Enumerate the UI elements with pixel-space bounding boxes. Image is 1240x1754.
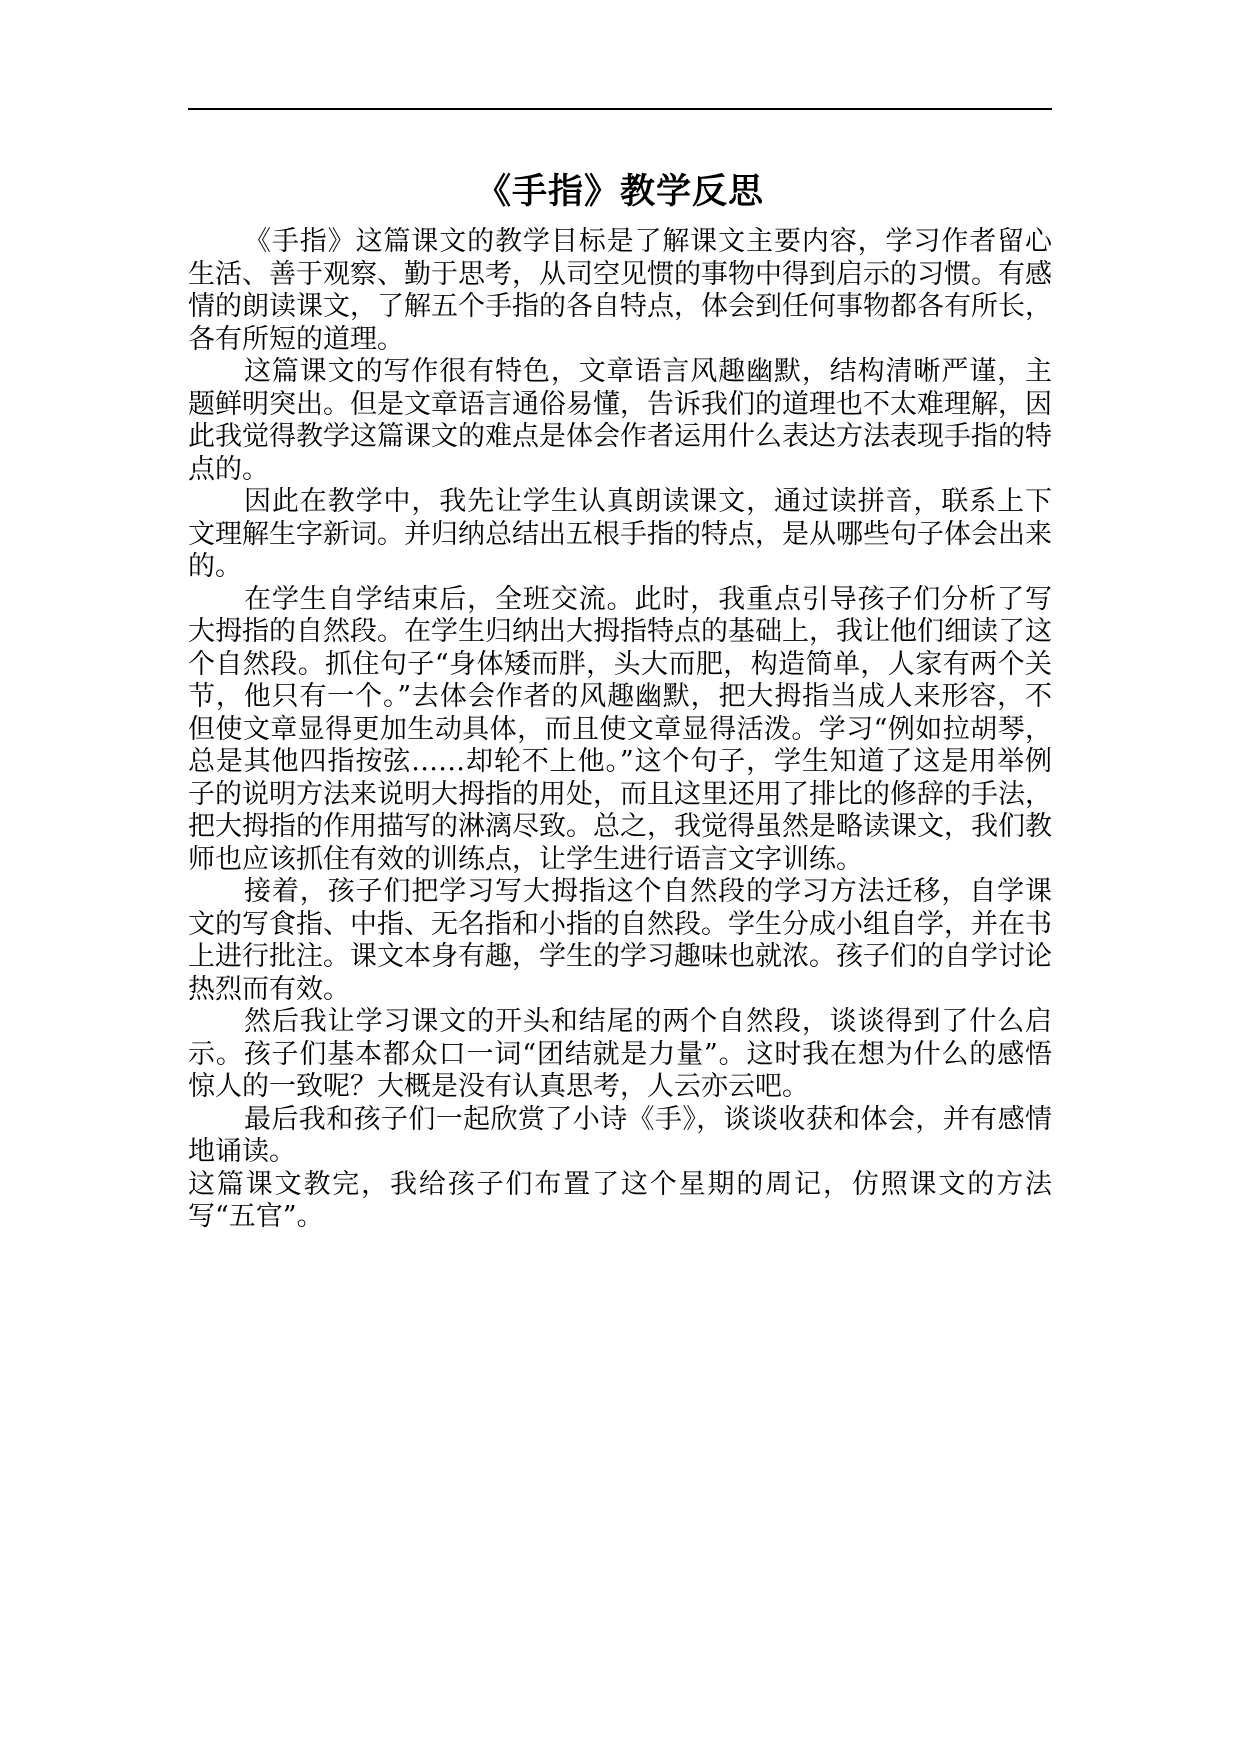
paragraph-1: 《手指》这篇课文的教学目标是了解课文主要内容，学习作者留心生活、善于观察、勤于思考，从司空见惯的事物中得到启示的习惯。有感情的朗读课文，了解五个手指的各自特点，体会到任何事物都各有所长，各有所短的道理。 — [188, 226, 1052, 355]
document-title: 《手指》教学反思 — [475, 171, 764, 212]
paragraph-7: 最后我和孩子们一起欣赏了小诗《手》，谈谈收获和体会，并有感情地诵读。 — [188, 1103, 1052, 1167]
paragraph-3: 因此在教学中，我先让学生认真朗读课文，通过读拼音，联系上下文理解生字新词。并归纳总结出五根手指的特点，是从哪些句子体会出来的。 — [188, 486, 1052, 582]
paragraph-2: 这篇课文的写作很有特色，文章语言风趣幽默，结构清晰严谨，主题鲜明突出。但是文章语言通俗易懂，告诉我们的道理也不太难理解，因此我觉得教学这篇课文的难点是体会作者运用什么表达方法表现手指的特点的。 — [188, 356, 1052, 485]
document-body — [188, 226, 1052, 1234]
paragraph-5: 接着，孩子们把学习写大拇指这个自然段的学习方法迁移，自学课文的写食指、中指、无名指和小指的自然段。学生分成小组自学，并在书上进行批注。课文本身有趣，学生的学习趣味也就浓。孩子们的自学讨论热烈而有效。 — [188, 876, 1052, 1005]
paragraph-8: 这篇课文教完，我给孩子们布置了这个星期的周记，仿照课文的方法写“五官”。 — [188, 1168, 1052, 1232]
paragraph-4: 在学生自学结束后，全班交流。此时，我重点引导孩子们分析了写大拇指的自然段。在学生归纳出大拇指特点的基础上，我让他们细读了这个自然段。抓住句子“身体矮而胖，头大而肥，构造简单，人家有两个关节，他只有一个。”去体会作者的风趣幽默，把大拇指当成人来形容，不但使文章显得更加生动具体，而且使文章显得活泼。学习“例如拉胡琴，总是其他四指按弦……却轮不上他。”这个句子，学生知道了这是用举例子的说明方法来说明大拇指的用处，而且这里还用了排比的修辞的手法，把大拇指的作用描写的淋漓尽致。总之，我觉得虽然是略读课文，我们教师也应该抓住有效的训练点，让学生进行语言文字训练。 — [188, 583, 1052, 875]
paragraph-6: 然后我让学习课文的开头和结尾的两个自然段，谈谈得到了什么启示。孩子们基本都众口一词“团结就是力量”。这时我在想为什么的感悟惊人的一致呢？大概是没有认真思考，人云亦云吧。 — [188, 1006, 1052, 1102]
header-rule — [188, 108, 1052, 110]
